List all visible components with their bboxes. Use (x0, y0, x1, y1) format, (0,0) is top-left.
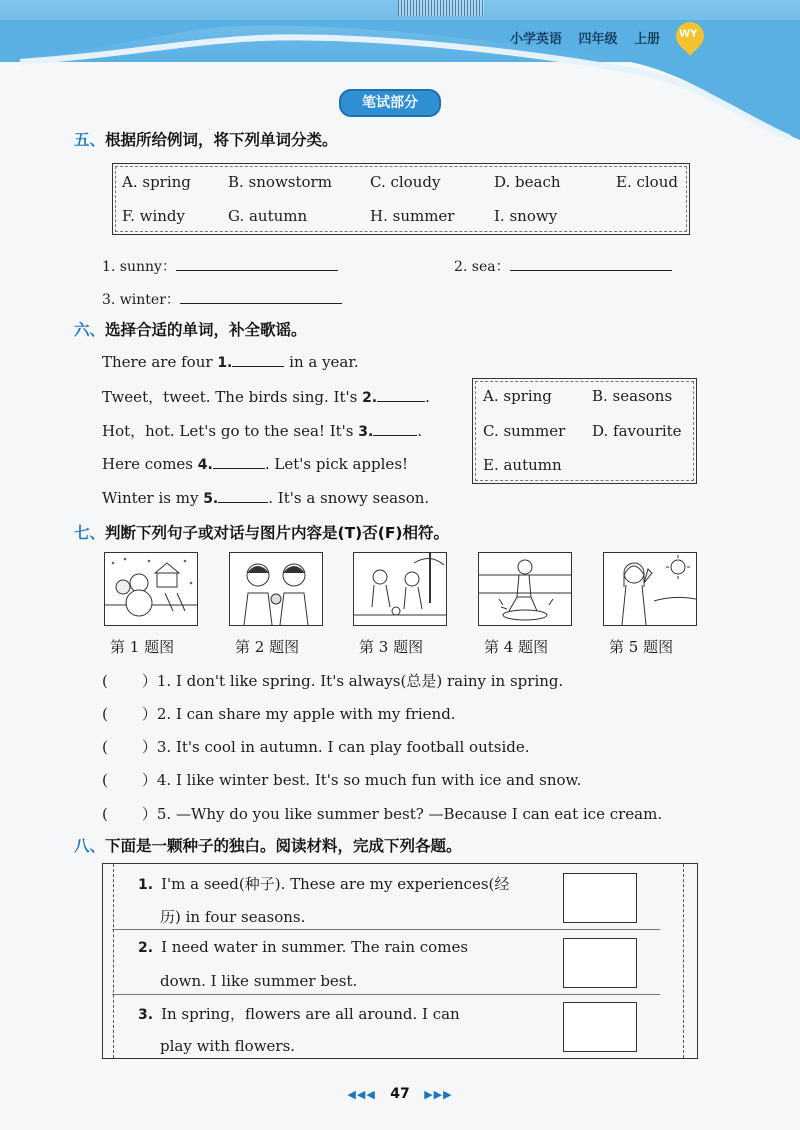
q5-number: 五、 (74, 131, 106, 149)
q5-option: C. cloudy (370, 173, 441, 191)
blank-number: 1. (217, 355, 233, 371)
sentence-text: ）5. —Why do you like summer best? —Because I can eat ice cream. (141, 805, 663, 823)
q7-sentence-1 (102, 670, 563, 691)
row-number: 2. (138, 940, 154, 956)
q8-row-2-line-1 (138, 938, 468, 956)
q5-item-1 (102, 256, 338, 276)
table-row-divider (112, 994, 660, 995)
q5-title (74, 128, 338, 150)
answer-blank[interactable] (377, 387, 425, 402)
q5-title-text: 根据所给例词，将下列单词分类。 (105, 131, 338, 149)
q6-line-3 (102, 420, 422, 441)
answer-blank[interactable] (213, 454, 265, 469)
picture-4-rain-puddle (478, 552, 572, 626)
q7-sentence-3 (102, 736, 530, 757)
q5-item-3 (102, 289, 342, 309)
picture-1-winter-snowman (104, 552, 198, 626)
answer-paren[interactable]: ( (102, 738, 108, 756)
answer-box-1[interactable] (563, 873, 637, 923)
row-text: In spring，flowers are all around. I can (161, 1005, 460, 1023)
series-subject: 小学英语 (510, 32, 563, 47)
picture-2-sharing-apple (229, 552, 323, 626)
q6-option: C. summer (483, 422, 566, 440)
book-series (510, 28, 672, 47)
answer-blank[interactable] (373, 421, 417, 436)
answer-blank[interactable] (232, 352, 284, 367)
q7-sentence-5 (102, 803, 662, 824)
q5-item-label: 1. sunny： (102, 259, 176, 275)
table-dashed-border (113, 864, 114, 1058)
q8-row-1-line-2: 历) in four seasons. (160, 908, 306, 926)
q8-row-1-line-1 (138, 873, 509, 894)
q5-item-label: 3. winter： (102, 292, 180, 308)
q8-row-3-line-1 (138, 1003, 460, 1024)
blank-number: 5. (203, 491, 219, 507)
q5-option: G. autumn (228, 207, 308, 225)
q6-number: 六、 (74, 321, 106, 339)
picture-3-football-autumn (353, 552, 447, 626)
answer-box-2[interactable] (563, 938, 637, 988)
line-text: Here comes (102, 455, 198, 473)
line-text: . (425, 388, 430, 406)
table-row-divider (112, 929, 660, 930)
row-number: 3. (138, 1007, 154, 1023)
blank-number: 2. (362, 390, 378, 406)
q6-line-4 (102, 454, 408, 473)
q6-option: E. autumn (483, 456, 562, 474)
blank-number: 3. (358, 424, 374, 440)
table-dashed-border (683, 864, 684, 1058)
picture-caption: 第 3 题图 (359, 638, 424, 656)
line-text: in a year. (284, 353, 359, 371)
answer-paren[interactable]: ( (102, 805, 108, 823)
q7-sentence-2 (102, 703, 456, 724)
page-footer (0, 1086, 800, 1102)
blank-number: 4. (197, 457, 213, 473)
q8-row-2-line-2: down. I like summer best. (160, 972, 358, 990)
next-arrows-icon: ▶▶▶ (424, 1088, 453, 1101)
picture-caption: 第 5 题图 (609, 638, 674, 656)
row-text: I need water in summer. The rain comes (161, 938, 469, 956)
q8-title (74, 834, 462, 856)
q7-title-text: 判断下列句子或对话与图片内容是(T)否(F)相符。 (105, 524, 450, 542)
q8-number: 八、 (74, 837, 106, 855)
q7-number: 七、 (74, 524, 106, 542)
header-barcode (398, 0, 484, 16)
q6-option: D. favourite (592, 422, 682, 440)
picture-caption: 第 2 题图 (235, 638, 300, 656)
sentence-text: ）1. I don't like spring. It's always(总是) rainy in spring. (141, 672, 564, 690)
answer-blank[interactable] (218, 488, 268, 503)
sentence-text: ）2. I can share my apple with my friend. (141, 705, 456, 723)
series-volume: 上册 (634, 32, 661, 47)
picture-caption: 第 1 题图 (110, 638, 175, 656)
q5-option: H. summer (370, 207, 455, 225)
q6-title-text: 选择合适的单词，补全歌谣。 (105, 321, 307, 339)
q7-title (74, 521, 449, 543)
row-number: 1. (138, 877, 154, 893)
q5-option: A. spring (122, 173, 191, 191)
answer-paren[interactable]: ( (102, 705, 108, 723)
answer-paren[interactable]: ( (102, 771, 108, 789)
q5-option: I. snowy (494, 207, 558, 225)
q6-option: A. spring (483, 387, 552, 405)
answer-paren[interactable]: ( (102, 672, 108, 690)
q6-line-5 (102, 488, 429, 507)
answer-blank[interactable] (180, 289, 342, 304)
q6-line-1 (102, 352, 359, 371)
line-text: Tweet，tweet. The birds sing. It's (102, 388, 363, 406)
q6-line-2 (102, 386, 430, 407)
answer-blank[interactable] (510, 256, 672, 271)
series-grade: 四年级 (578, 32, 618, 47)
line-text: . It's a snowy season. (268, 489, 430, 507)
prev-arrows-icon: ◀◀◀ (347, 1088, 376, 1101)
answer-blank[interactable] (176, 256, 338, 271)
answer-box-3[interactable] (563, 1002, 637, 1052)
line-text: There are four (102, 353, 218, 371)
sentence-text: ）3. It's cool in autumn. I can play football outside. (141, 738, 530, 756)
q5-option: E. cloud (616, 173, 678, 191)
q6-option: B. seasons (592, 387, 673, 405)
picture-5-ice-cream-summer (603, 552, 697, 626)
q6-title (74, 318, 307, 340)
q8-row-3-line-2: play with flowers. (160, 1037, 296, 1055)
q7-sentence-4 (102, 769, 581, 790)
q5-item-label: 2. sea： (454, 259, 510, 275)
line-text: . (417, 422, 423, 440)
sentence-text: ）4. I like winter best. It's so much fun with ice and snow. (141, 771, 582, 789)
page-number: 47 (390, 1086, 410, 1102)
picture-caption: 第 4 题图 (484, 638, 549, 656)
row-text: I'm a seed(种子). These are my experiences(经 (161, 875, 510, 893)
q5-option: B. snowstorm (228, 173, 332, 191)
line-text: . Let's pick apples! (264, 455, 409, 473)
q5-option: D. beach (494, 173, 561, 191)
q5-item-2 (454, 256, 672, 276)
q5-option: F. windy (122, 207, 185, 225)
line-text: Winter is my (102, 489, 204, 507)
publisher-badge-text: WY (679, 28, 698, 40)
line-text: Hot，hot. Let's go to the sea! It's (102, 422, 359, 440)
q8-title-text: 下面是一颗种子的独白。阅读材料，完成下列各题。 (105, 837, 462, 855)
section-label: 笔试部分 (339, 89, 441, 117)
